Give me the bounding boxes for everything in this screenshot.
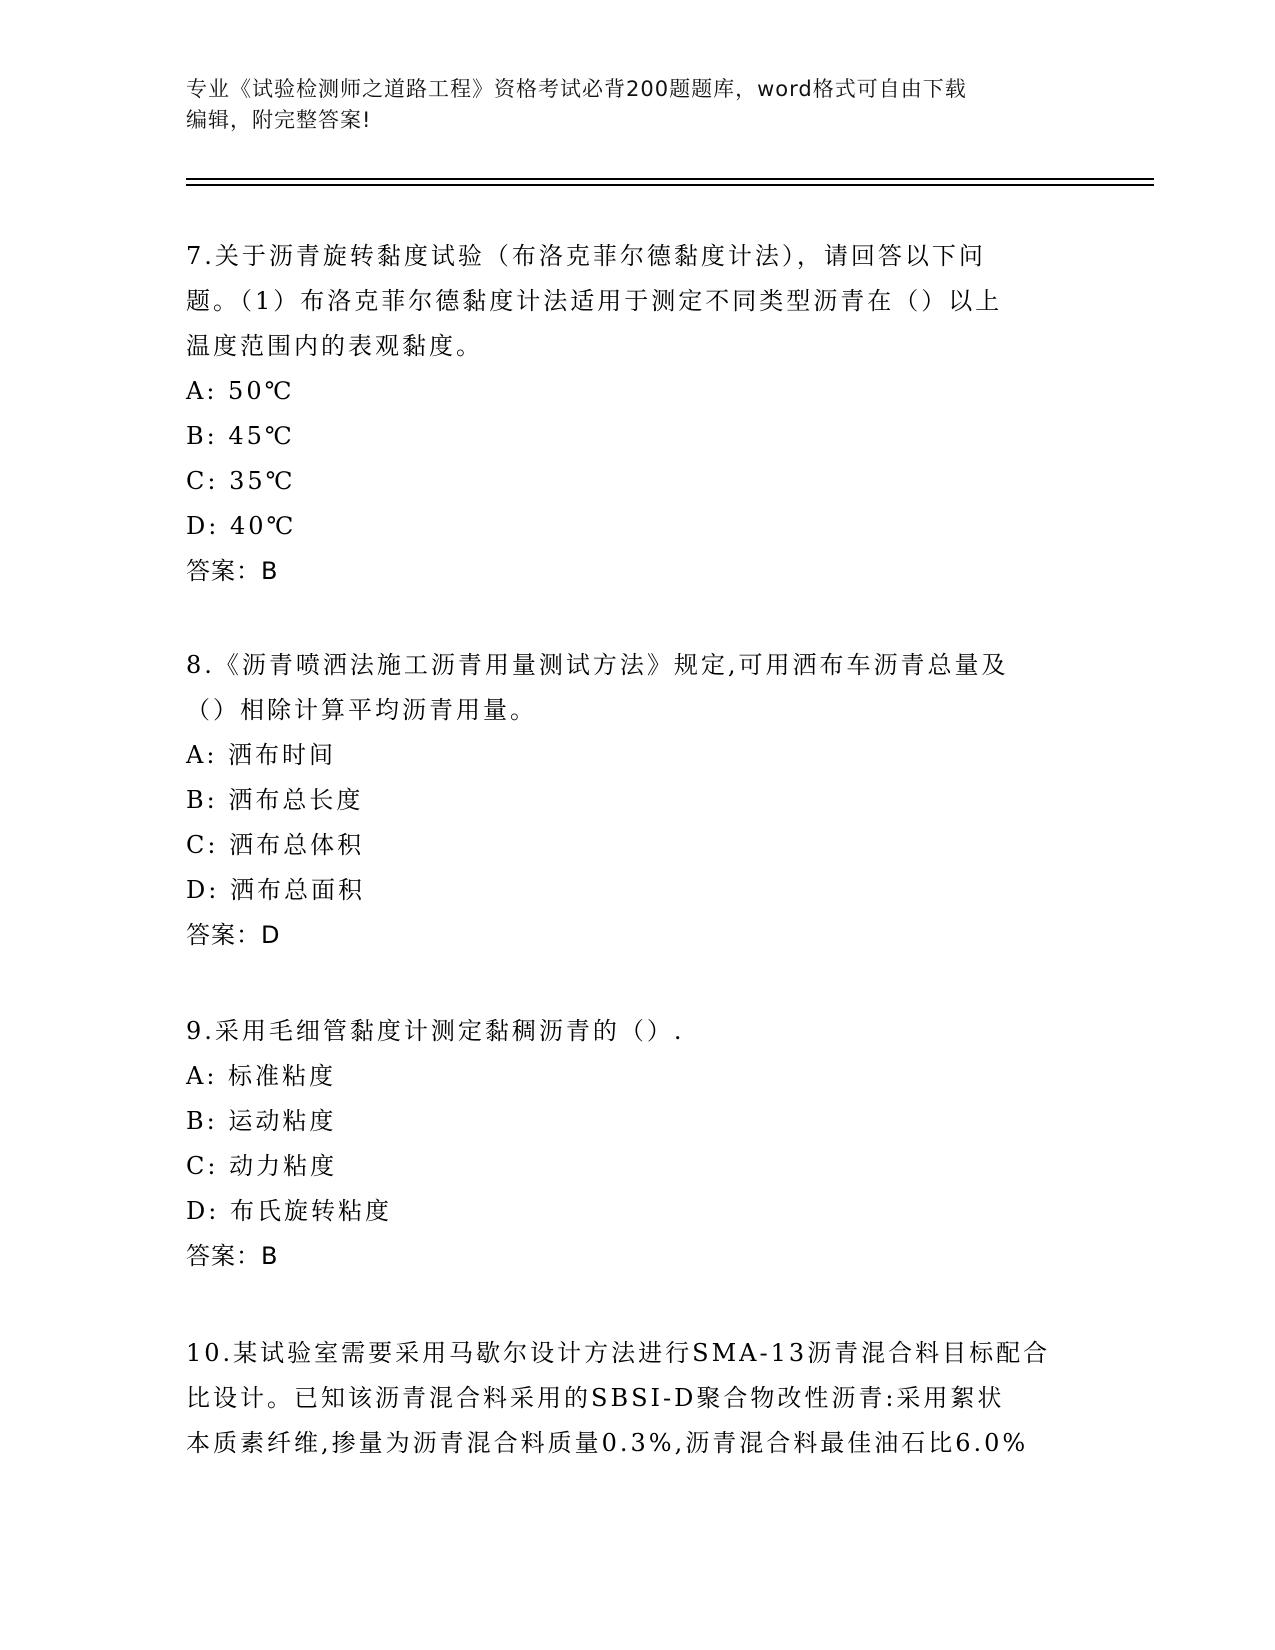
- question-stem-line: （）相除计算平均沥青用量。: [186, 696, 537, 724]
- question-stem-line: 比设计。已知该沥青混合料采用的SBSI-D聚合物改性沥青:采用絮状: [186, 1384, 1005, 1412]
- header-divider-bottom: [186, 184, 1154, 186]
- answer-line: 答案：B: [186, 557, 279, 585]
- option-a: A: 标准粘度: [186, 1062, 337, 1090]
- question-stem-line: 本质素纤维,掺量为沥青混合料质量0.3%,沥青混合料最佳油石比6.0%: [186, 1429, 1029, 1457]
- header-line-1: 专业《试验检测师之道路工程》资格考试必背200题题库，word格式可自由下载: [186, 77, 967, 101]
- header-line-2: 编辑，附完整答案!: [186, 108, 372, 132]
- option-d: D: 40℃: [186, 512, 297, 540]
- question-stem-line: 9.采用毛细管黏度计测定黏稠沥青的（）.: [186, 1017, 685, 1045]
- question-stem-line: 题。（1）布洛克菲尔德黏度计法适用于测定不同类型沥青在（）以上: [186, 287, 1003, 315]
- document-header: [186, 74, 1086, 136]
- header-divider-top: [186, 178, 1154, 180]
- option-a: A: 50℃: [186, 377, 295, 405]
- question-9: [186, 1009, 1086, 1279]
- question-stem-line: 7.关于沥青旋转黏度试验（布洛克菲尔德黏度计法），请回答以下问: [186, 242, 986, 270]
- option-a: A: 洒布时间: [186, 741, 337, 769]
- question-8: [186, 643, 1086, 958]
- option-b: B: 45℃: [186, 422, 295, 450]
- option-c: C: 35℃: [186, 467, 296, 495]
- question-7: [186, 234, 1086, 594]
- question-10: [186, 1331, 1086, 1466]
- option-c: C: 动力粘度: [186, 1152, 338, 1180]
- question-stem-line: 温度范围内的表观黏度。: [186, 332, 483, 360]
- answer-line: 答案：D: [186, 921, 281, 949]
- option-b: B: 洒布总长度: [186, 786, 364, 814]
- option-c: C: 洒布总体积: [186, 831, 365, 859]
- question-stem-line: 8.《沥青喷洒法施工沥青用量测试方法》规定,可用洒布车沥青总量及: [186, 651, 1009, 679]
- answer-line: 答案：B: [186, 1242, 279, 1270]
- option-d: D: 布氏旋转粘度: [186, 1197, 392, 1225]
- option-d: D: 洒布总面积: [186, 876, 365, 904]
- question-stem-line: 10.某试验室需要采用马歇尔设计方法进行SMA-13沥青混合料目标配合: [186, 1339, 1051, 1367]
- option-b: B: 运动粘度: [186, 1107, 337, 1135]
